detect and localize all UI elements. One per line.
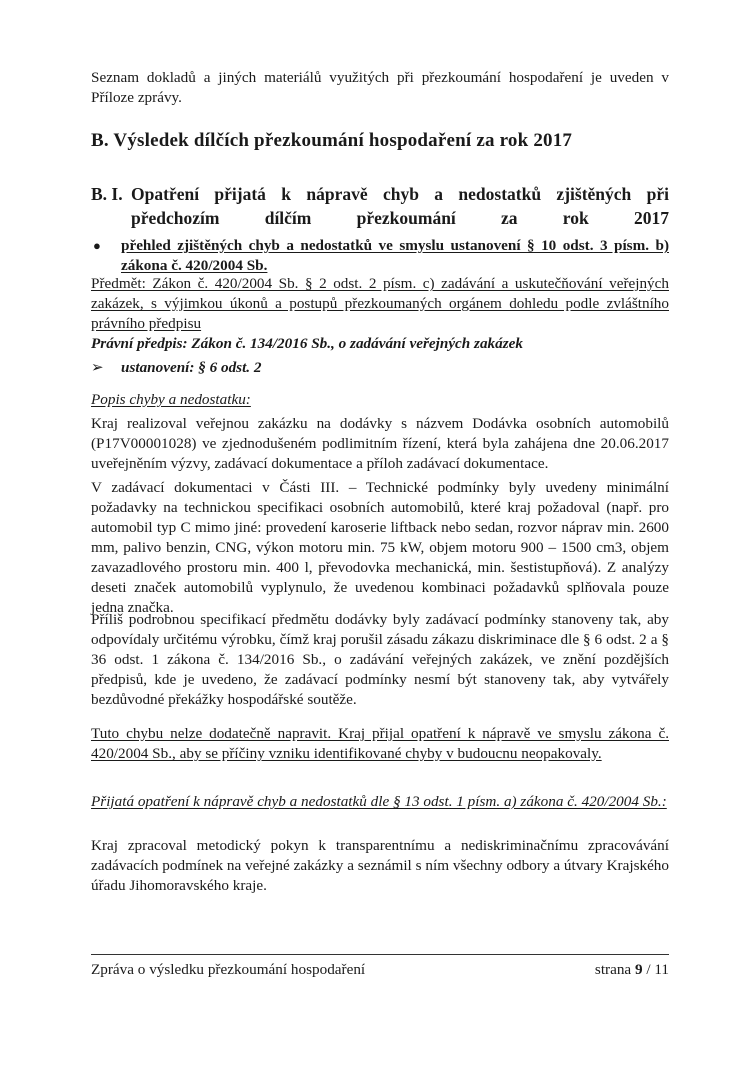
description-heading: Popis chyby a nedostatku: — [91, 391, 251, 408]
bullet-icon: ● — [93, 238, 101, 253]
description-paragraph-3: Příliš podrobnou specifikací předmětu dodávky byly zadávací podmínky stanoveny tak, aby odpovídaly určitému výrobku, čímž kraj porušil zásadu zákazu diskriminace dle § 6 odst. 2 a § 36 odst. 1 zákona č. 134/2016 Sb., o zadávání veřejných zakázek, ve znění pozdějších předpisů, kde je uvedeno, že zadávací podmínky nesmí být stanoveny tak, aby vytvářely bezdůvodné překážky hospodářské soutěže. — [91, 611, 669, 708]
subject-paragraph: Předmět: Zákon č. 420/2004 Sb. § 2 odst. 2 písm. c) zadávání a uskutečňování veřejných zakázek, s výjimkou úkonů a postupů přezkoumaných orgánem dohledu podle zvláštního právního předpisu — [91, 275, 669, 332]
section-b1-heading — [91, 182, 669, 230]
footer-divider — [91, 954, 669, 955]
section-b-heading: B. Výsledek dílčích přezkoumání hospodaření za rok 2017 — [91, 130, 573, 151]
section-b1-number: B. I. — [91, 184, 123, 204]
bullet-text: přehled zjištěných chyb a nedostatků ve smyslu ustanovení § 10 odst. 3 písm. b) zákona č. 420/2004 Sb. — [121, 237, 669, 274]
description-paragraph-1: Kraj realizoval veřejnou zakázku na dodávky s názvem Dodávka osobních automobilů (P17V00001028) ve zjednodušeném podlimitním řízení, která byla zahájena dne 20.06.2017 uveřejněním výzvy, zadávací dokumentace a příloh zadávací dokumentace. — [91, 415, 669, 472]
section-b1-title: Opatření přijatá k nápravě chyb a nedostatků zjištěných při předchozím dílčím přezkoumání za rok 2017 — [131, 184, 669, 228]
provision-text: ustanovení: § 6 odst. 2 — [121, 359, 262, 376]
remedy-note: Tuto chybu nelze dodatečně napravit. Kraj přijal opatření k nápravě ve smyslu zákona č. 420/2004 Sb., aby se příčiny vzniku identifikované chyby v budoucnu neopakovaly. — [91, 725, 669, 762]
footer-title: Zpráva o výsledku přezkoumání hospodaření — [91, 961, 366, 978]
legal-regulation: Právní předpis: Zákon č. 134/2016 Sb., o zadávání veřejných zakázek — [91, 335, 523, 352]
footer-current-page: 9 — [634, 961, 643, 978]
footer-page-prefix: strana — [594, 961, 635, 978]
measures-heading: Přijatá opatření k nápravě chyb a nedostatků dle § 13 odst. 1 písm. a) zákona č. 420/2004 Sb.: — [91, 793, 667, 810]
provision-item — [91, 358, 669, 378]
description-paragraph-2: V zadávací dokumentaci v Části III. – Technické podmínky byly uvedeny minimální požadavky na technickou specifikaci osobních automobilů, které kraj požadoval (např. pro automobil typ C mimo jiné: provedení karoserie liftback nebo sedan, rozvor náprav min. 2600 mm, palivo benzin, CNG, výkon motoru min. 75 kW, objem motoru 900 – 1500 cm3, objem zavazadlového prostoru min. 400 l, převodovka mechanická, min. šestistupňová). Z analýzy deseti značek automobilů vyplynulo, že uvedenou kombinaci požadavků splňovala pouze jedna značka. — [91, 479, 669, 616]
bullet-item — [91, 236, 669, 276]
measures-paragraph: Kraj zpracoval metodický pokyn k transparentnímu a nediskriminačnímu zpracovávání zadávacích podmínek na veřejné zakázky a seznámil s ním všechny odbory a útvary Krajského úřadu Jihomoravského kraje. — [91, 837, 669, 894]
footer-page-number — [595, 960, 669, 980]
arrow-bullet-icon: ➢ — [91, 359, 104, 376]
intro-paragraph: Seznam dokladů a jiných materiálů využitých při přezkoumání hospodaření je uveden v Příloze zprávy. — [91, 69, 669, 106]
footer-total-pages: / 11 — [642, 961, 669, 978]
